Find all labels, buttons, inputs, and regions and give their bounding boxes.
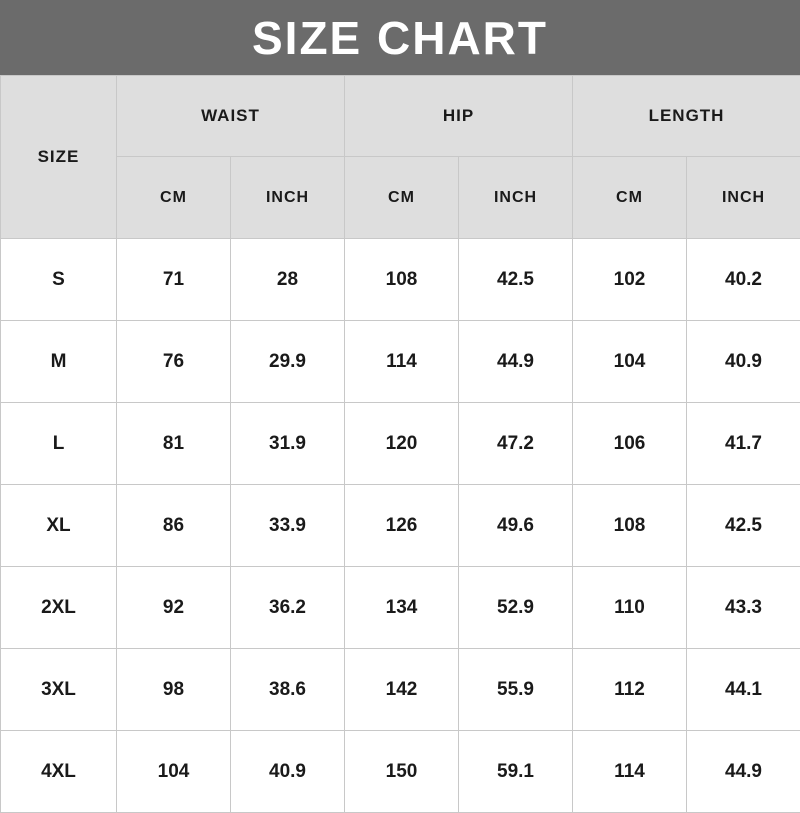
cell-waist-inch: 28 — [231, 239, 345, 321]
cell-length-inch: 42.5 — [687, 485, 800, 567]
cell-length-inch: 43.3 — [687, 567, 800, 649]
cell-hip-inch: 59.1 — [459, 731, 573, 813]
cell-length-cm: 110 — [573, 567, 687, 649]
cell-hip-cm: 150 — [345, 731, 459, 813]
table-body — [1, 239, 800, 813]
cell-waist-inch: 38.6 — [231, 649, 345, 731]
chart-title-bar — [0, 0, 800, 75]
size-chart-table — [0, 75, 800, 813]
cell-waist-inch: 33.9 — [231, 485, 345, 567]
cell-hip-cm: 126 — [345, 485, 459, 567]
cell-length-cm: 108 — [573, 485, 687, 567]
cell-waist-cm: 81 — [117, 403, 231, 485]
cell-length-cm: 114 — [573, 731, 687, 813]
cell-length-cm: 112 — [573, 649, 687, 731]
table-header — [1, 76, 800, 239]
header-row-groups — [1, 76, 800, 157]
header-unit-length-cm: CM — [573, 157, 687, 239]
cell-waist-cm: 86 — [117, 485, 231, 567]
cell-waist-cm: 76 — [117, 321, 231, 403]
cell-waist-cm: 98 — [117, 649, 231, 731]
header-unit-waist-cm: CM — [117, 157, 231, 239]
cell-waist-cm: 92 — [117, 567, 231, 649]
cell-length-cm: 104 — [573, 321, 687, 403]
cell-size: S — [1, 239, 117, 321]
cell-hip-cm: 114 — [345, 321, 459, 403]
cell-hip-inch: 42.5 — [459, 239, 573, 321]
table-row — [1, 485, 800, 567]
cell-waist-inch: 29.9 — [231, 321, 345, 403]
cell-hip-cm: 142 — [345, 649, 459, 731]
cell-size: 3XL — [1, 649, 117, 731]
table-row — [1, 567, 800, 649]
cell-hip-cm: 134 — [345, 567, 459, 649]
header-size: SIZE — [1, 76, 117, 239]
header-row-units — [1, 157, 800, 239]
header-unit-waist-inch: INCH — [231, 157, 345, 239]
cell-waist-inch: 31.9 — [231, 403, 345, 485]
header-group-hip: HIP — [345, 76, 573, 157]
table-row — [1, 731, 800, 813]
cell-hip-inch: 49.6 — [459, 485, 573, 567]
cell-hip-inch: 44.9 — [459, 321, 573, 403]
table-row — [1, 403, 800, 485]
cell-length-inch: 44.9 — [687, 731, 800, 813]
cell-length-inch: 40.2 — [687, 239, 800, 321]
table-row — [1, 649, 800, 731]
cell-hip-inch: 47.2 — [459, 403, 573, 485]
cell-length-inch: 40.9 — [687, 321, 800, 403]
cell-length-cm: 102 — [573, 239, 687, 321]
cell-waist-cm: 71 — [117, 239, 231, 321]
header-unit-length-inch: INCH — [687, 157, 800, 239]
cell-size: XL — [1, 485, 117, 567]
header-unit-hip-cm: CM — [345, 157, 459, 239]
cell-hip-cm: 120 — [345, 403, 459, 485]
page-title: SIZE CHART — [252, 15, 548, 61]
cell-size: 4XL — [1, 731, 117, 813]
cell-waist-cm: 104 — [117, 731, 231, 813]
cell-size: 2XL — [1, 567, 117, 649]
cell-hip-inch: 52.9 — [459, 567, 573, 649]
header-group-length: LENGTH — [573, 76, 800, 157]
header-group-waist: WAIST — [117, 76, 345, 157]
cell-hip-inch: 55.9 — [459, 649, 573, 731]
cell-length-inch: 44.1 — [687, 649, 800, 731]
table-row — [1, 239, 800, 321]
cell-hip-cm: 108 — [345, 239, 459, 321]
table-row — [1, 321, 800, 403]
cell-size: L — [1, 403, 117, 485]
cell-size: M — [1, 321, 117, 403]
cell-waist-inch: 36.2 — [231, 567, 345, 649]
cell-length-cm: 106 — [573, 403, 687, 485]
header-unit-hip-inch: INCH — [459, 157, 573, 239]
cell-length-inch: 41.7 — [687, 403, 800, 485]
cell-waist-inch: 40.9 — [231, 731, 345, 813]
